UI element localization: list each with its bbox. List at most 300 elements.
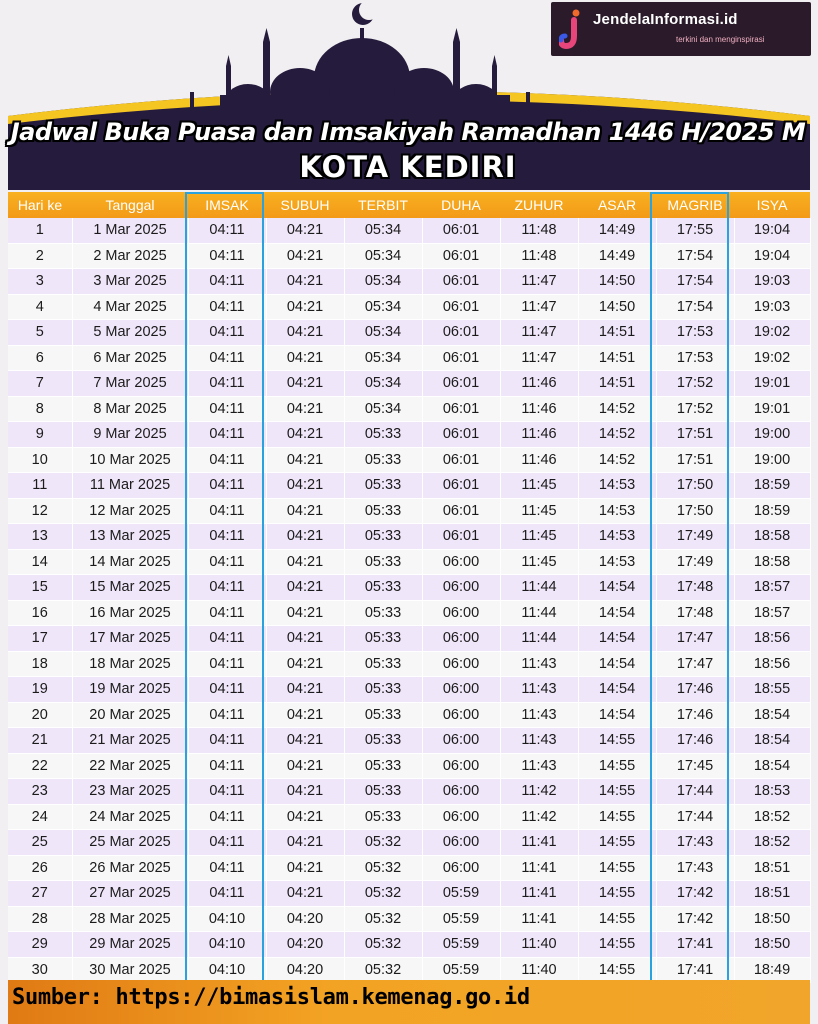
cell-tanggal: 24 Mar 2025 xyxy=(72,804,188,830)
cell-tanggal: 21 Mar 2025 xyxy=(72,728,188,754)
cell-tanggal: 4 Mar 2025 xyxy=(72,294,188,320)
cell-terbit: 05:34 xyxy=(344,320,422,346)
cell-terbit: 05:33 xyxy=(344,626,422,652)
cell-duha: 06:00 xyxy=(422,549,500,575)
cell-asar: 14:55 xyxy=(578,753,656,779)
cell-zuhur: 11:43 xyxy=(500,728,578,754)
cell-asar: 14:53 xyxy=(578,524,656,550)
table-row xyxy=(8,320,810,346)
cell-subuh: 04:21 xyxy=(266,651,344,677)
cell-duha: 06:00 xyxy=(422,728,500,754)
cell-subuh: 04:21 xyxy=(266,804,344,830)
cell-asar: 14:49 xyxy=(578,218,656,243)
crescent-moon-icon xyxy=(352,0,379,25)
cell-isya: 19:02 xyxy=(734,320,810,346)
cell-subuh: 04:21 xyxy=(266,243,344,269)
cell-zuhur: 11:46 xyxy=(500,447,578,473)
cell-tanggal: 26 Mar 2025 xyxy=(72,855,188,881)
cell-asar: 14:55 xyxy=(578,932,656,958)
cell-duha: 06:01 xyxy=(422,524,500,550)
cell-tanggal: 27 Mar 2025 xyxy=(72,881,188,907)
cell-imsak: 04:11 xyxy=(188,779,266,805)
cell-magrib: 17:52 xyxy=(656,396,734,422)
cell-hari: 5 xyxy=(8,320,72,346)
table-row xyxy=(8,855,810,881)
cell-zuhur: 11:42 xyxy=(500,779,578,805)
cell-imsak: 04:11 xyxy=(188,218,266,243)
cell-duha: 06:00 xyxy=(422,855,500,881)
cell-asar: 14:54 xyxy=(578,677,656,703)
cell-zuhur: 11:41 xyxy=(500,855,578,881)
cell-subuh: 04:21 xyxy=(266,422,344,448)
table-row xyxy=(8,651,810,677)
cell-isya: 18:51 xyxy=(734,881,810,907)
cell-zuhur: 11:45 xyxy=(500,549,578,575)
table-row xyxy=(8,294,810,320)
cell-isya: 19:04 xyxy=(734,243,810,269)
cell-subuh: 04:21 xyxy=(266,677,344,703)
cell-tanggal: 8 Mar 2025 xyxy=(72,396,188,422)
cell-subuh: 04:21 xyxy=(266,575,344,601)
cell-asar: 14:54 xyxy=(578,626,656,652)
cell-terbit: 05:34 xyxy=(344,243,422,269)
cell-terbit: 05:32 xyxy=(344,906,422,932)
logo-j-icon xyxy=(559,8,585,50)
cell-asar: 14:52 xyxy=(578,396,656,422)
cell-subuh: 04:21 xyxy=(266,728,344,754)
cell-isya: 18:59 xyxy=(734,498,810,524)
cell-duha: 06:01 xyxy=(422,345,500,371)
cell-zuhur: 11:44 xyxy=(500,575,578,601)
cell-hari: 13 xyxy=(8,524,72,550)
cell-duha: 05:59 xyxy=(422,932,500,958)
cell-imsak: 04:11 xyxy=(188,804,266,830)
cell-duha: 06:00 xyxy=(422,702,500,728)
cell-isya: 18:54 xyxy=(734,728,810,754)
cell-terbit: 05:32 xyxy=(344,932,422,958)
cell-subuh: 04:21 xyxy=(266,549,344,575)
cell-zuhur: 11:40 xyxy=(500,932,578,958)
cell-duha: 06:01 xyxy=(422,447,500,473)
cell-tanggal: 28 Mar 2025 xyxy=(72,906,188,932)
cell-tanggal: 2 Mar 2025 xyxy=(72,243,188,269)
cell-zuhur: 11:43 xyxy=(500,702,578,728)
cell-asar: 14:53 xyxy=(578,498,656,524)
cell-terbit: 05:33 xyxy=(344,728,422,754)
cell-asar: 14:50 xyxy=(578,294,656,320)
cell-hari: 21 xyxy=(8,728,72,754)
cell-tanggal: 3 Mar 2025 xyxy=(72,269,188,295)
page-title: Jadwal Buka Puasa dan Imsakiyah Ramadhan 1446 H/2025 M xyxy=(10,118,806,146)
cell-subuh: 04:21 xyxy=(266,498,344,524)
cell-tanggal: 17 Mar 2025 xyxy=(72,626,188,652)
table-row xyxy=(8,702,810,728)
cell-subuh: 04:21 xyxy=(266,320,344,346)
cell-zuhur: 11:47 xyxy=(500,345,578,371)
column-header-hari: Hari ke xyxy=(8,192,72,218)
cell-asar: 14:55 xyxy=(578,830,656,856)
cell-imsak: 04:10 xyxy=(188,932,266,958)
cell-isya: 18:53 xyxy=(734,779,810,805)
cell-duha: 06:00 xyxy=(422,626,500,652)
cell-magrib: 17:48 xyxy=(656,600,734,626)
cell-terbit: 05:33 xyxy=(344,524,422,550)
cell-magrib: 17:47 xyxy=(656,651,734,677)
cell-terbit: 05:32 xyxy=(344,957,422,983)
cell-subuh: 04:21 xyxy=(266,371,344,397)
cell-asar: 14:55 xyxy=(578,855,656,881)
cell-magrib: 17:44 xyxy=(656,779,734,805)
cell-isya: 18:52 xyxy=(734,830,810,856)
cell-zuhur: 11:46 xyxy=(500,422,578,448)
cell-isya: 18:54 xyxy=(734,753,810,779)
cell-duha: 06:00 xyxy=(422,779,500,805)
cell-subuh: 04:21 xyxy=(266,218,344,243)
cell-hari: 29 xyxy=(8,932,72,958)
cell-isya: 18:58 xyxy=(734,549,810,575)
table-row xyxy=(8,218,810,243)
cell-tanggal: 5 Mar 2025 xyxy=(72,320,188,346)
cell-zuhur: 11:41 xyxy=(500,906,578,932)
cell-asar: 14:53 xyxy=(578,549,656,575)
cell-imsak: 04:11 xyxy=(188,600,266,626)
cell-isya: 18:57 xyxy=(734,575,810,601)
table-row xyxy=(8,957,810,983)
cell-magrib: 17:51 xyxy=(656,447,734,473)
cell-isya: 18:57 xyxy=(734,600,810,626)
cell-tanggal: 10 Mar 2025 xyxy=(72,447,188,473)
cell-imsak: 04:11 xyxy=(188,702,266,728)
cell-hari: 1 xyxy=(8,218,72,243)
cell-isya: 18:58 xyxy=(734,524,810,550)
cell-subuh: 04:21 xyxy=(266,830,344,856)
cell-duha: 05:59 xyxy=(422,881,500,907)
cell-hari: 14 xyxy=(8,549,72,575)
cell-isya: 18:59 xyxy=(734,473,810,499)
cell-magrib: 17:43 xyxy=(656,855,734,881)
cell-subuh: 04:21 xyxy=(266,345,344,371)
cell-tanggal: 23 Mar 2025 xyxy=(72,779,188,805)
cell-magrib: 17:54 xyxy=(656,294,734,320)
cell-tanggal: 19 Mar 2025 xyxy=(72,677,188,703)
cell-subuh: 04:21 xyxy=(266,626,344,652)
cell-zuhur: 11:48 xyxy=(500,243,578,269)
cell-terbit: 05:33 xyxy=(344,779,422,805)
cell-subuh: 04:21 xyxy=(266,294,344,320)
cell-tanggal: 16 Mar 2025 xyxy=(72,600,188,626)
cell-subuh: 04:21 xyxy=(266,855,344,881)
cell-imsak: 04:11 xyxy=(188,753,266,779)
cell-asar: 14:54 xyxy=(578,575,656,601)
cell-hari: 8 xyxy=(8,396,72,422)
cell-hari: 7 xyxy=(8,371,72,397)
cell-terbit: 05:33 xyxy=(344,447,422,473)
cell-asar: 14:49 xyxy=(578,243,656,269)
cell-magrib: 17:47 xyxy=(656,626,734,652)
cell-imsak: 04:11 xyxy=(188,626,266,652)
cell-imsak: 04:11 xyxy=(188,498,266,524)
cell-hari: 6 xyxy=(8,345,72,371)
table-row xyxy=(8,243,810,269)
cell-asar: 14:54 xyxy=(578,702,656,728)
cell-asar: 14:52 xyxy=(578,447,656,473)
cell-magrib: 17:43 xyxy=(656,830,734,856)
cell-hari: 12 xyxy=(8,498,72,524)
cell-zuhur: 11:46 xyxy=(500,371,578,397)
cell-asar: 14:54 xyxy=(578,651,656,677)
cell-magrib: 17:49 xyxy=(656,524,734,550)
cell-asar: 14:51 xyxy=(578,371,656,397)
cell-duha: 06:01 xyxy=(422,243,500,269)
table-body xyxy=(8,218,810,983)
cell-duha: 06:00 xyxy=(422,804,500,830)
cell-subuh: 04:21 xyxy=(266,779,344,805)
table-row xyxy=(8,345,810,371)
cell-zuhur: 11:44 xyxy=(500,626,578,652)
cell-imsak: 04:11 xyxy=(188,422,266,448)
table-row xyxy=(8,524,810,550)
cell-zuhur: 11:47 xyxy=(500,269,578,295)
cell-hari: 22 xyxy=(8,753,72,779)
cell-subuh: 04:21 xyxy=(266,753,344,779)
cell-isya: 19:00 xyxy=(734,422,810,448)
cell-subuh: 04:20 xyxy=(266,906,344,932)
cell-duha: 06:01 xyxy=(422,422,500,448)
cell-imsak: 04:11 xyxy=(188,524,266,550)
cell-zuhur: 11:47 xyxy=(500,320,578,346)
cell-magrib: 17:54 xyxy=(656,269,734,295)
cell-isya: 19:03 xyxy=(734,269,810,295)
cell-imsak: 04:10 xyxy=(188,957,266,983)
cell-hari: 19 xyxy=(8,677,72,703)
cell-subuh: 04:20 xyxy=(266,932,344,958)
cell-subuh: 04:21 xyxy=(266,396,344,422)
table-row xyxy=(8,600,810,626)
table-row xyxy=(8,626,810,652)
cell-tanggal: 14 Mar 2025 xyxy=(72,549,188,575)
cell-asar: 14:53 xyxy=(578,473,656,499)
cell-terbit: 05:33 xyxy=(344,702,422,728)
cell-zuhur: 11:47 xyxy=(500,294,578,320)
cell-zuhur: 11:43 xyxy=(500,753,578,779)
cell-terbit: 05:33 xyxy=(344,804,422,830)
cell-asar: 14:54 xyxy=(578,600,656,626)
cell-hari: 15 xyxy=(8,575,72,601)
cell-imsak: 04:11 xyxy=(188,677,266,703)
cell-terbit: 05:33 xyxy=(344,422,422,448)
table-row xyxy=(8,932,810,958)
table-row xyxy=(8,677,810,703)
cell-zuhur: 11:43 xyxy=(500,651,578,677)
cell-tanggal: 7 Mar 2025 xyxy=(72,371,188,397)
cell-magrib: 17:52 xyxy=(656,371,734,397)
cell-tanggal: 22 Mar 2025 xyxy=(72,753,188,779)
cell-duha: 06:01 xyxy=(422,218,500,243)
cell-hari: 4 xyxy=(8,294,72,320)
cell-asar: 14:55 xyxy=(578,728,656,754)
cell-magrib: 17:46 xyxy=(656,702,734,728)
cell-duha: 06:00 xyxy=(422,651,500,677)
table-row xyxy=(8,447,810,473)
cell-isya: 19:04 xyxy=(734,218,810,243)
cell-zuhur: 11:48 xyxy=(500,218,578,243)
cell-terbit: 05:33 xyxy=(344,473,422,499)
table-row xyxy=(8,422,810,448)
cell-isya: 18:55 xyxy=(734,677,810,703)
cell-subuh: 04:21 xyxy=(266,702,344,728)
table-row xyxy=(8,396,810,422)
cell-duha: 06:01 xyxy=(422,473,500,499)
cell-zuhur: 11:45 xyxy=(500,524,578,550)
cell-terbit: 05:34 xyxy=(344,371,422,397)
cell-imsak: 04:11 xyxy=(188,243,266,269)
cell-hari: 11 xyxy=(8,473,72,499)
cell-terbit: 05:33 xyxy=(344,677,422,703)
cell-imsak: 04:11 xyxy=(188,320,266,346)
table-header-row xyxy=(8,192,810,218)
cell-terbit: 05:34 xyxy=(344,396,422,422)
cell-magrib: 17:54 xyxy=(656,243,734,269)
cell-imsak: 04:11 xyxy=(188,294,266,320)
column-header-isya: ISYA xyxy=(734,192,810,218)
cell-asar: 14:55 xyxy=(578,906,656,932)
cell-hari: 27 xyxy=(8,881,72,907)
table-row xyxy=(8,269,810,295)
table-row xyxy=(8,549,810,575)
cell-tanggal: 6 Mar 2025 xyxy=(72,345,188,371)
cell-magrib: 17:41 xyxy=(656,932,734,958)
source-credit: Sumber: https://bimasislam.kemenag.go.id xyxy=(12,985,530,1010)
cell-tanggal: 30 Mar 2025 xyxy=(72,957,188,983)
table-row xyxy=(8,728,810,754)
table-row xyxy=(8,473,810,499)
cell-hari: 30 xyxy=(8,957,72,983)
cell-terbit: 05:33 xyxy=(344,498,422,524)
column-header-terbit: TERBIT xyxy=(344,192,422,218)
cell-zuhur: 11:40 xyxy=(500,957,578,983)
cell-imsak: 04:11 xyxy=(188,575,266,601)
cell-duha: 06:01 xyxy=(422,396,500,422)
cell-imsak: 04:10 xyxy=(188,906,266,932)
cell-magrib: 17:51 xyxy=(656,422,734,448)
cell-magrib: 17:53 xyxy=(656,320,734,346)
cell-hari: 23 xyxy=(8,779,72,805)
cell-duha: 06:01 xyxy=(422,498,500,524)
cell-isya: 18:56 xyxy=(734,626,810,652)
cell-magrib: 17:44 xyxy=(656,804,734,830)
cell-magrib: 17:42 xyxy=(656,881,734,907)
table-row xyxy=(8,575,810,601)
cell-isya: 18:50 xyxy=(734,906,810,932)
cell-tanggal: 20 Mar 2025 xyxy=(72,702,188,728)
cell-isya: 19:01 xyxy=(734,396,810,422)
column-header-duha: DUHA xyxy=(422,192,500,218)
cell-duha: 05:59 xyxy=(422,906,500,932)
cell-tanggal: 13 Mar 2025 xyxy=(72,524,188,550)
cell-imsak: 04:11 xyxy=(188,881,266,907)
cell-isya: 19:02 xyxy=(734,345,810,371)
cell-terbit: 05:33 xyxy=(344,600,422,626)
cell-hari: 18 xyxy=(8,651,72,677)
cell-isya: 18:51 xyxy=(734,855,810,881)
city-name: KOTA KEDIRI xyxy=(299,150,517,184)
cell-magrib: 17:46 xyxy=(656,677,734,703)
cell-magrib: 17:46 xyxy=(656,728,734,754)
cell-asar: 14:52 xyxy=(578,422,656,448)
cell-terbit: 05:34 xyxy=(344,345,422,371)
cell-zuhur: 11:44 xyxy=(500,600,578,626)
cell-zuhur: 11:43 xyxy=(500,677,578,703)
cell-magrib: 17:42 xyxy=(656,906,734,932)
cell-duha: 06:01 xyxy=(422,371,500,397)
table-row xyxy=(8,779,810,805)
cell-duha: 06:01 xyxy=(422,269,500,295)
cell-duha: 06:00 xyxy=(422,753,500,779)
cell-asar: 14:51 xyxy=(578,320,656,346)
cell-terbit: 05:33 xyxy=(344,651,422,677)
cell-magrib: 17:45 xyxy=(656,753,734,779)
cell-isya: 19:00 xyxy=(734,447,810,473)
table-row xyxy=(8,753,810,779)
cell-imsak: 04:11 xyxy=(188,855,266,881)
cell-isya: 19:01 xyxy=(734,371,810,397)
cell-subuh: 04:20 xyxy=(266,957,344,983)
cell-imsak: 04:11 xyxy=(188,549,266,575)
cell-terbit: 05:33 xyxy=(344,549,422,575)
cell-asar: 14:55 xyxy=(578,804,656,830)
cell-tanggal: 25 Mar 2025 xyxy=(72,830,188,856)
cell-duha: 06:00 xyxy=(422,677,500,703)
cell-isya: 18:52 xyxy=(734,804,810,830)
cell-terbit: 05:33 xyxy=(344,753,422,779)
cell-duha: 06:01 xyxy=(422,320,500,346)
cell-terbit: 05:34 xyxy=(344,294,422,320)
cell-tanggal: 18 Mar 2025 xyxy=(72,651,188,677)
cell-hari: 2 xyxy=(8,243,72,269)
cell-hari: 20 xyxy=(8,702,72,728)
cell-tanggal: 12 Mar 2025 xyxy=(72,498,188,524)
cell-subuh: 04:21 xyxy=(266,447,344,473)
cell-imsak: 04:11 xyxy=(188,371,266,397)
cell-magrib: 17:53 xyxy=(656,345,734,371)
cell-isya: 19:03 xyxy=(734,294,810,320)
cell-zuhur: 11:45 xyxy=(500,498,578,524)
table-row xyxy=(8,498,810,524)
cell-zuhur: 11:42 xyxy=(500,804,578,830)
table-row xyxy=(8,830,810,856)
cell-subuh: 04:21 xyxy=(266,473,344,499)
cell-imsak: 04:11 xyxy=(188,830,266,856)
cell-asar: 14:55 xyxy=(578,779,656,805)
cell-tanggal: 15 Mar 2025 xyxy=(72,575,188,601)
table-row xyxy=(8,371,810,397)
cell-magrib: 17:48 xyxy=(656,575,734,601)
site-logo xyxy=(551,2,811,56)
mosque-silhouette xyxy=(150,0,570,120)
cell-tanggal: 11 Mar 2025 xyxy=(72,473,188,499)
cell-imsak: 04:11 xyxy=(188,396,266,422)
cell-subuh: 04:21 xyxy=(266,269,344,295)
column-header-imsak: IMSAK xyxy=(188,192,266,218)
cell-hari: 9 xyxy=(8,422,72,448)
cell-imsak: 04:11 xyxy=(188,473,266,499)
cell-asar: 14:50 xyxy=(578,269,656,295)
column-header-zuhur: ZUHUR xyxy=(500,192,578,218)
cell-isya: 18:50 xyxy=(734,932,810,958)
cell-terbit: 05:32 xyxy=(344,881,422,907)
cell-duha: 06:01 xyxy=(422,294,500,320)
cell-subuh: 04:21 xyxy=(266,881,344,907)
